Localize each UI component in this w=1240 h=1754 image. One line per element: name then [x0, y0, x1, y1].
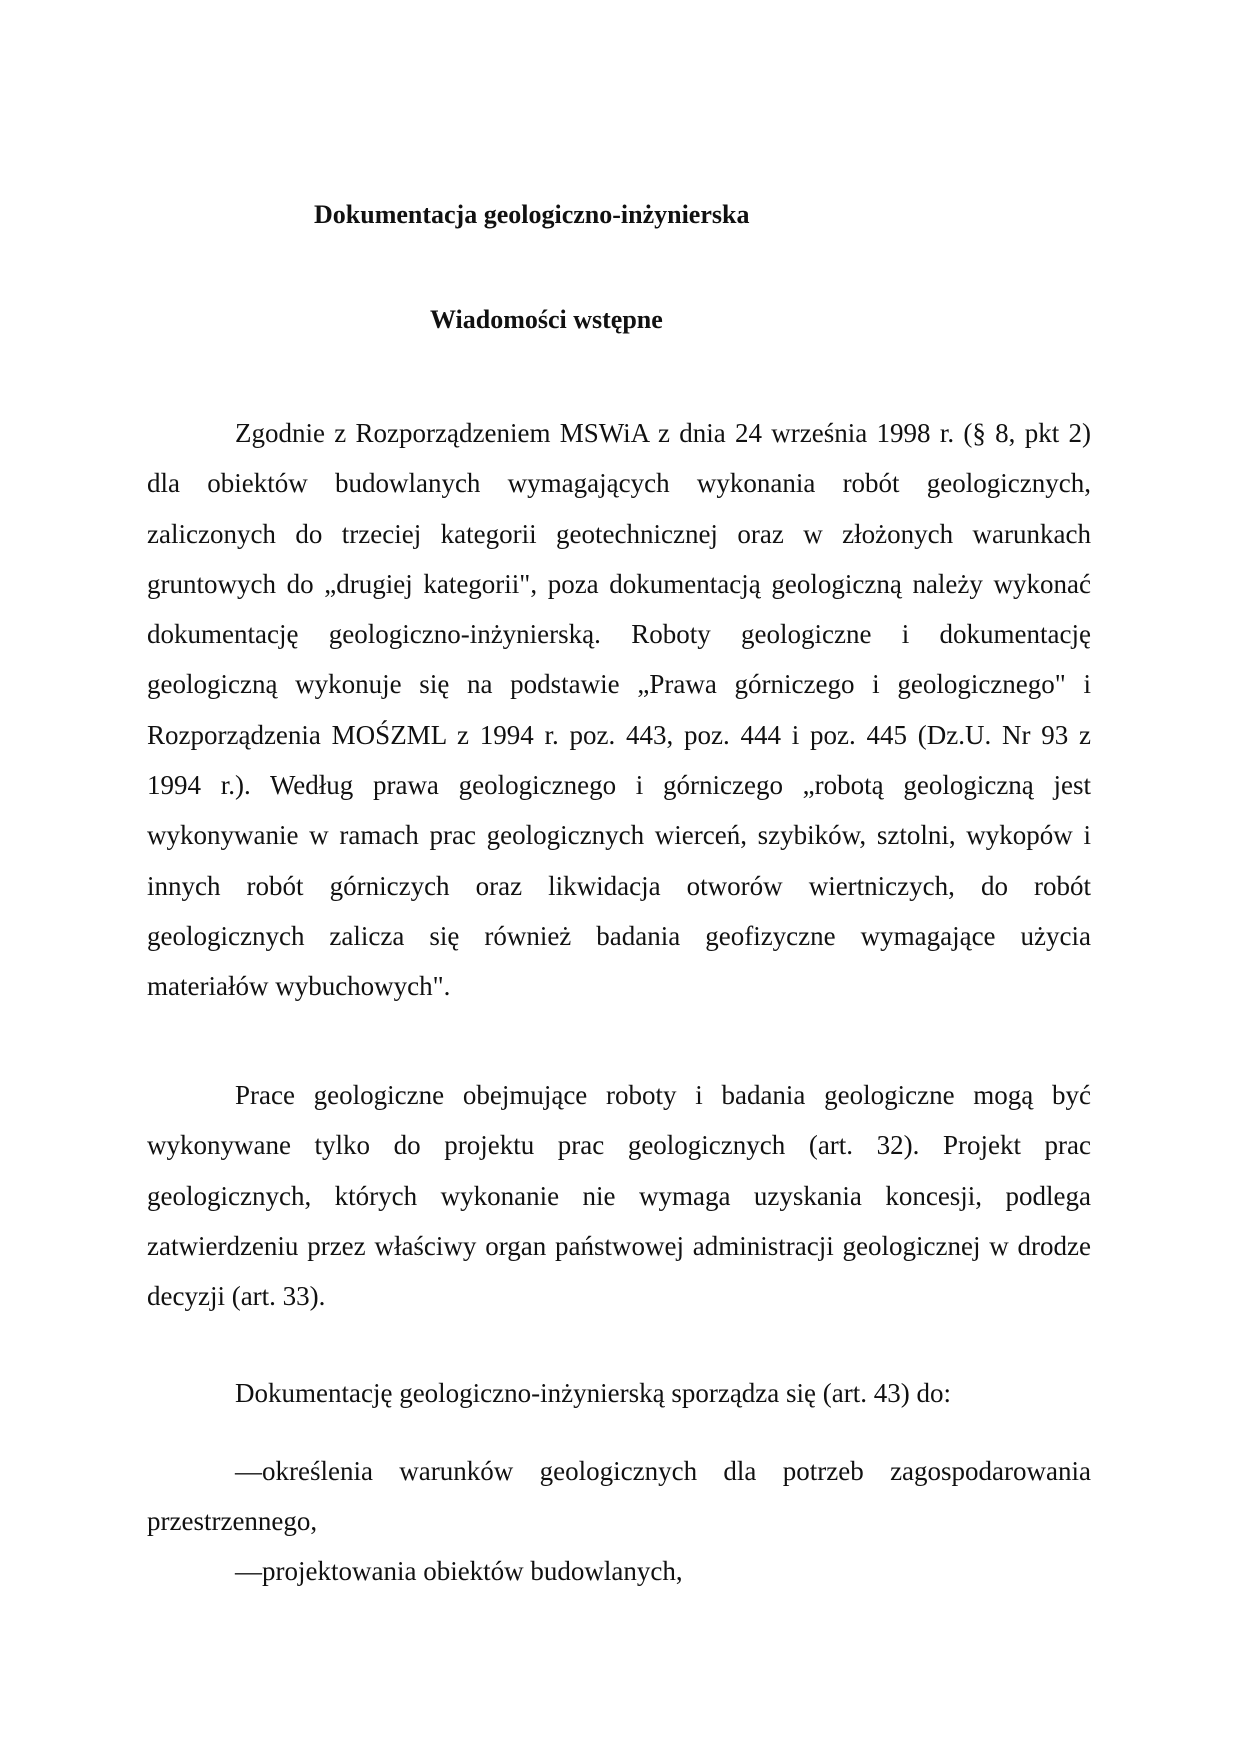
document-title: Dokumentacja geologiczno-inżynierska: [314, 200, 750, 229]
paragraph-documentation-purpose: Dokumentację geologiczno-inżynierską sporządza się (art. 43) do:: [235, 1378, 951, 1408]
paragraph-regulation: Zgodnie z Rozporządzeniem MSWiA z dnia 24 września 1998 r. (§ 8, pkt 2) dla obiektów budowlanych wymagających wykonania robót geologicznych, zaliczonych do trzeciej kategorii geotechnicznej oraz w złożonych warunkach gruntowych do „drugiej kategorii", poza dokumentacją geologiczną należy wykonać dokumentację geologiczno-inżynierską. Roboty geologiczne i dokumentację geologiczną wykonuje się na podstawie „Prawa górniczego i geologicznego" i Rozporządzenia MOŚZML z 1994 r. poz. 443, poz. 444 i poz. 445 (Dz.U. Nr 93 z 1994 r.). Według prawa geologicznego i górniczego „robotą geologiczną jest wykonywanie w ramach prac geologicznych wierceń, szybików, sztolni, wykopów i innych robót górniczych oraz likwidacja otworów wiertniczych, do robót geologicznych zalicza się również badania geofizyczne wymagające użycia materiałów wybuchowych".: [147, 418, 1091, 1002]
list-item: —projektowania obiektów budowlanych,: [235, 1556, 683, 1586]
section-heading: Wiadomości wstępne: [430, 305, 663, 334]
list-item: —określenia warunków geologicznych dla potrzeb zagospodarowania przestrzennego,: [147, 1456, 1091, 1537]
paragraph-geological-works: Prace geologiczne obejmujące roboty i badania geologiczne mogą być wykonywane tylko do projektu prac geologicznych (art. 32). Projekt prac geologicznych, których wykonanie nie wymaga uzyskania koncesji, podlega zatwierdzeniu przez właściwy organ państwowej administracji geologicznej w drodze decyzji (art. 33).: [147, 1080, 1091, 1312]
